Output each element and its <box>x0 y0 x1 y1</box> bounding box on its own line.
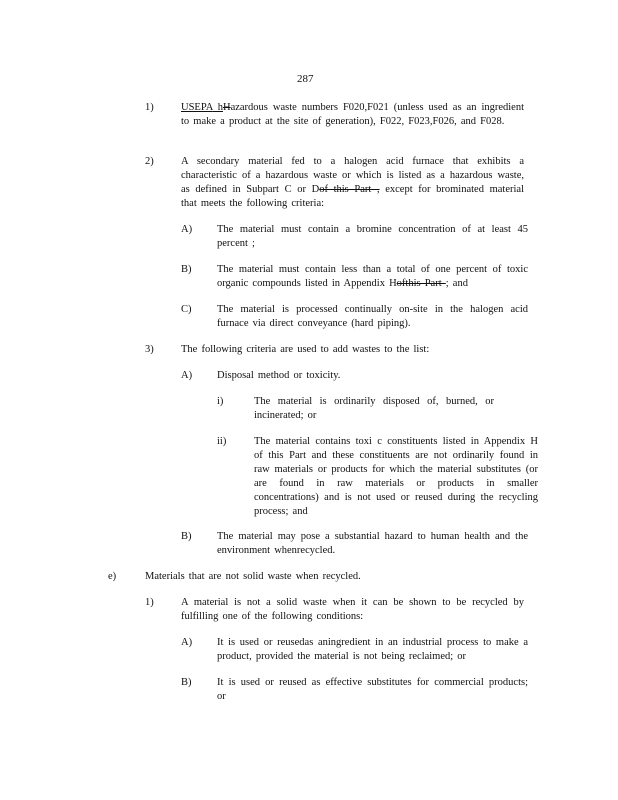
item-2a-label: A) <box>181 224 193 235</box>
body-text: except for brominated material that meets the following criteria: <box>181 184 524 209</box>
deleted-text: of this Part , <box>319 184 380 195</box>
section-e-1-text: A material is not a solid waste when it can be shown to be recycled by fulfilling one of the following conditions: <box>181 597 524 622</box>
item-3b-label: B) <box>181 531 192 542</box>
item-3a-i-label: i) <box>217 396 224 407</box>
item-1-text <box>181 101 524 129</box>
body-text: The material must contain less than a total of one percent of toxic organic compounds listed in Appendix H <box>217 264 528 289</box>
section-e-1a-text: It is used or reusedas aningredient in an industrial process to make a product, provided the material is not being reclaimed; or <box>217 637 528 662</box>
item-3a-ii-label: ii) <box>217 436 227 447</box>
item-1-label: 1) <box>145 102 154 113</box>
item-2-text <box>181 155 524 211</box>
item-3a-ii-text: The material contains toxi c constituents listed in Appendix H of this Part and these constituents are not ordinarily found in raw materials or products for which the material substitutes (or are found in raw materials or products in smaller concentrations) and is not used or reused during the recycling process; and <box>254 436 538 517</box>
item-3b-text: The material may pose a substantial hazard to human health and the environment whenrecycled. <box>217 531 528 556</box>
item-2b-text <box>217 263 528 291</box>
inserted-text: USEPA <box>181 102 213 113</box>
section-e-label: e) <box>108 571 117 582</box>
body-text: ; and <box>445 278 468 289</box>
section-e-1a-label: A) <box>181 637 193 648</box>
body-text: A secondary material fed to a halogen acid furnace that exhibits a characteristic of a hazardous waste or which is listed as a hazardous waste, as defined in Subpart C or D <box>181 156 524 195</box>
section-e-1b-label: B) <box>181 677 192 688</box>
deleted-text: ofthis Part <box>396 278 446 289</box>
item-3-label: 3) <box>145 344 154 355</box>
item-2b-label: B) <box>181 264 192 275</box>
deleted-text: H <box>222 102 231 113</box>
page-number: 287 <box>297 73 314 85</box>
section-e-1b-text: It is used or reused as effective substitutes for commercial products; or <box>217 677 528 702</box>
item-2c-label: C) <box>181 304 192 315</box>
item-3a-label: A) <box>181 370 193 381</box>
inserted-text: h <box>212 102 223 113</box>
section-e-1-label: 1) <box>145 597 154 608</box>
item-3a-i-text: The material is ordinarily disposed of, burned, or incinerated; or <box>254 396 494 421</box>
item-2-label: 2) <box>145 156 154 167</box>
item-3-text: The following criteria are used to add wastes to the list: <box>181 344 430 355</box>
item-3a-text: Disposal method or toxicity. <box>217 370 341 381</box>
item-2a-text: The material must contain a bromine concentration of at least 45 percent ; <box>217 224 528 249</box>
body-text: azardous waste numbers F020,F021 (unless used as an ingredient to make a product at the site of generation), F022, F023,F026, and F028. <box>181 102 525 127</box>
section-e-text: Materials that are not solid waste when recycled. <box>145 571 361 582</box>
item-2c-text: The material is processed continually on-site in the halogen acid furnace via direct conveyance (hard piping). <box>217 304 528 329</box>
